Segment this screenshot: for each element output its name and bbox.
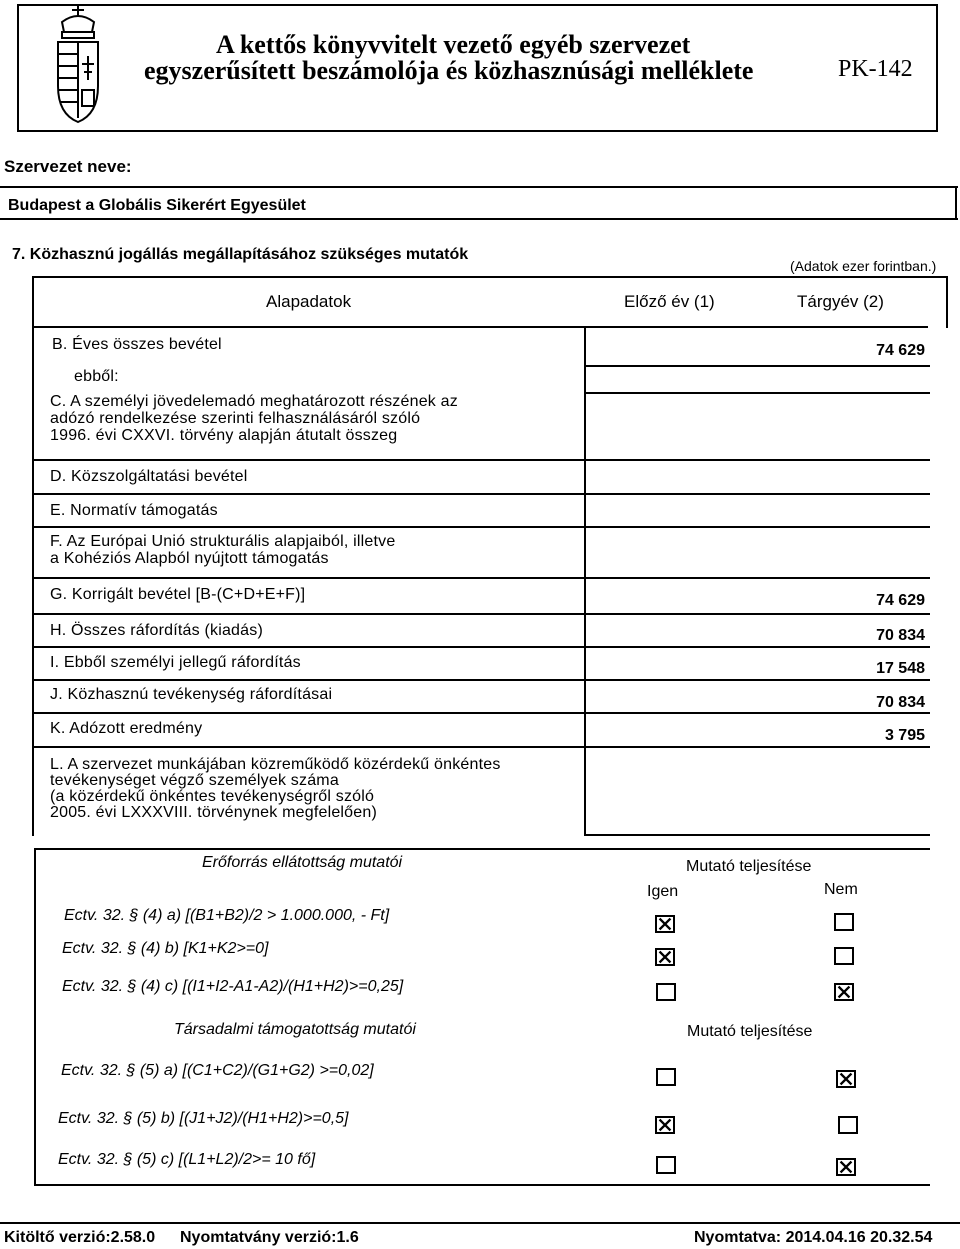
divider [0, 218, 958, 220]
unit-note: (Adatok ezer forintban.) [790, 258, 937, 274]
col-header-basic: Alapadatok [266, 292, 352, 311]
checkbox-yes-b[interactable] [655, 948, 675, 966]
social-row-label-b: Ectv. 32. § (5) b) [(J1+J2)/(H1+H2)>=0,5] [58, 1110, 349, 1127]
table-row-line [584, 834, 930, 836]
indicators-border [34, 848, 36, 1186]
row-label-c-1: C. A személyi jövedelemadó meghatározott részének az [50, 393, 458, 410]
checkbox-no-social-a[interactable] [836, 1070, 856, 1088]
resource-row-label-a: Ectv. 32. § (4) a) [(B1+B2)/2 > 1.000.000, - Ft] [64, 907, 390, 924]
divider [955, 186, 957, 218]
row-label-b: B. Éves összes bevétel [52, 336, 222, 353]
row-value-g: 74 629 [876, 592, 925, 609]
social-fulfil-title: Mutató teljesítése [687, 1023, 813, 1040]
org-name-label: Szervezet neve: [4, 157, 132, 176]
social-title: Társadalmi támogatottság mutatói [174, 1021, 416, 1038]
table-row-line [32, 459, 930, 461]
fulfil-title: Mutató teljesítése [686, 858, 812, 875]
checkbox-yes-c[interactable] [656, 983, 676, 1001]
table-row-line [32, 746, 930, 748]
checkbox-yes-social-c[interactable] [656, 1156, 676, 1174]
footer-divider [0, 1222, 960, 1224]
resource-title: Erőforrás ellátottság mutatói [202, 854, 403, 871]
row-label-l-1: L. A szervezet munkájában közreműködő közérdekű önkéntes [50, 756, 501, 773]
table-row-line [32, 577, 930, 579]
form-version: Nyomtatvány verzió:1.6 [180, 1229, 359, 1246]
divider [0, 186, 958, 188]
checkbox-no-social-c[interactable] [836, 1158, 856, 1176]
row-label-c-3: 1996. évi CXXVI. törvény alapján átutalt összeg [50, 427, 398, 444]
table-row-line [32, 526, 930, 528]
form-title-line1: A kettős könyvvitelt vezető egyéb szervezet [216, 30, 691, 59]
checkbox-no-social-b[interactable] [838, 1116, 858, 1134]
row-label-e: E. Normatív támogatás [50, 502, 218, 519]
table-border [584, 326, 586, 836]
col-header-curr: Tárgyév (2) [797, 292, 884, 311]
table-row-line [32, 712, 930, 714]
table-border [32, 326, 928, 328]
social-row-label-c: Ectv. 32. § (5) c) [(L1+L2)/2>= 10 fő] [58, 1151, 316, 1168]
row-value-i: 17 548 [876, 660, 925, 677]
indicators-border [34, 1184, 930, 1186]
row-label-f-2: a Kohéziós Alapból nyújtott támogatás [50, 550, 329, 567]
row-label-j: J. Közhasznú tevékenység ráfordításai [50, 686, 333, 703]
table-row-line [32, 613, 930, 615]
checkbox-no-a[interactable] [834, 913, 854, 931]
row-label-f-1: F. Az Európai Unió strukturális alapjaiból, illetve [50, 533, 396, 550]
table-border [32, 276, 948, 278]
org-name-value: Budapest a Globális Sikerért Egyesület [8, 197, 306, 214]
row-label-l-2: tevékenységet végző személyek száma [50, 772, 339, 789]
no-label: Nem [824, 881, 858, 898]
row-label-i: I. Ebből személyi jellegű ráfordítás [50, 654, 301, 671]
table-border [946, 276, 948, 328]
print-date: Nyomtatva: 2014.04.16 20.32.54 [694, 1229, 933, 1246]
checkbox-no-c[interactable] [834, 983, 854, 1001]
table-row-line [32, 679, 930, 681]
row-value-b: 74 629 [876, 342, 925, 359]
checkbox-yes-a[interactable] [655, 915, 675, 933]
yes-label: Igen [647, 883, 679, 900]
table-border [32, 276, 34, 836]
row-value-k: 3 795 [884, 727, 925, 744]
row-label-h: H. Összes ráfordítás (kiadás) [50, 622, 263, 639]
resource-row-label-c: Ectv. 32. § (4) c) [(I1+I2-A1-A2)/(H1+H2)>=0,25] [62, 978, 404, 995]
section-title: 7. Közhasznú jogállás megállapításához szükséges mutatók [12, 246, 469, 263]
table-row-line [32, 646, 930, 648]
coat-of-arms-icon [48, 6, 108, 126]
row-value-h: 70 834 [876, 627, 925, 644]
resource-row-label-b: Ectv. 32. § (4) b) [K1+K2>=0] [62, 940, 269, 957]
row-label-l-3: (a közérdekű önkéntes tevékenységről szóló [50, 788, 375, 805]
table-row-line [32, 493, 930, 495]
row-label-g: G. Korrigált bevétel [B-(C+D+E+F)] [50, 586, 306, 603]
col-header-prev: Előző év (1) [624, 292, 715, 311]
row-label-d: D. Közszolgáltatási bevétel [50, 468, 248, 485]
indicators-border [34, 848, 930, 850]
checkbox-yes-social-b[interactable] [655, 1116, 675, 1134]
row-label-l-4: 2005. évi LXXXVIII. törvénynek megfelelően) [50, 804, 378, 821]
social-row-label-a: Ectv. 32. § (5) a) [(C1+C2)/(G1+G2) >=0,02] [61, 1062, 374, 1079]
row-label-ebbol: ebből: [74, 368, 119, 385]
filler-version: Kitöltő verzió:2.58.0 [4, 1229, 156, 1246]
table-row-line [584, 392, 930, 394]
row-label-c-2: adózó rendelkezése szerinti felhasználásáról szóló [50, 410, 421, 427]
row-value-j: 70 834 [876, 694, 925, 711]
checkbox-no-b[interactable] [834, 947, 854, 965]
table-row-line [584, 365, 930, 367]
checkbox-yes-social-a[interactable] [656, 1068, 676, 1086]
row-label-k: K. Adózott eredmény [50, 720, 203, 737]
form-code: PK-142 [838, 56, 913, 82]
form-title-line2: egyszerűsített beszámolója és közhasznúsági melléklete [144, 56, 754, 85]
